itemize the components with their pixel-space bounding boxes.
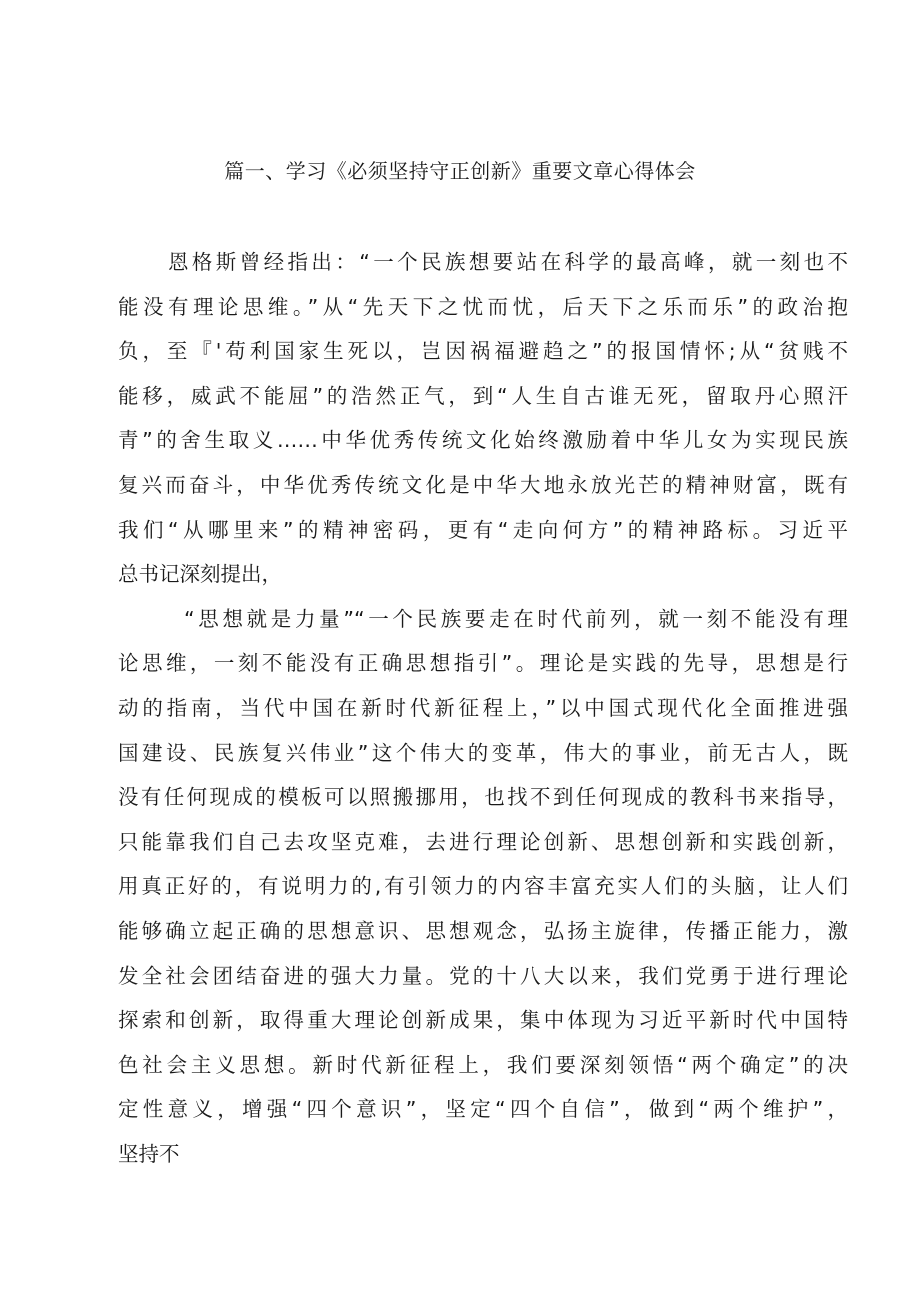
- document-title: 篇一、学习《必须坚持守正创新》重要文章心得体会: [224, 159, 696, 183]
- paragraph-2-line-6: 只能靠我们自己去攻坚克难，去进行理论创新、思想创新和实践创新，: [118, 829, 848, 854]
- paragraph-2-line-11: 色社会主义思想。新时代新征程上，我们要深刻领悟“两个确定”的决: [118, 1052, 848, 1077]
- paragraph-2-line-10: 探索和创新，取得重大理论创新成果，集中体现为习近平新时代中国特: [118, 1008, 848, 1033]
- paragraph-2-line-5: 没有任何现成的模板可以照搬挪用，也找不到任何现成的教科书来指导，: [118, 785, 848, 810]
- paragraph-2-line-4: 国建设、民族复兴伟业”这个伟大的变革，伟大的事业，前无古人，既: [118, 740, 848, 765]
- document-body: [118, 240, 848, 1176]
- paragraph-1-line-2: 能没有理论思维。”从“先天下之忧而忧，后天下之乐而乐”的政治抱: [118, 294, 848, 319]
- paragraph-1-line-5: 青”的舍生取义……中华优秀传统文化始终激励着中华儿女为实现民族: [118, 428, 848, 453]
- paragraph-2-line-13: 坚持不: [118, 1141, 180, 1166]
- paragraph-2-line-9: 发全社会团结奋进的强大力量。党的十八大以来，我们党勇于进行理论: [118, 963, 848, 988]
- paragraph-2-line-7: 用真正好的，有说明力的,有引领力的内容丰富充实人们的头脑，让人们: [118, 874, 848, 899]
- paragraph-2-line-2: 论思维，一刻不能没有正确思想指引”。理论是实践的先导，思想是行: [118, 651, 848, 676]
- paragraph-2-line-3: 动的指南，当代中国在新时代新征程上，”以中国式现代化全面推进强: [118, 695, 848, 720]
- paragraph-2-line-8: 能够确立起正确的思想意识、思想观念，弘扬主旋律，传播正能力，激: [118, 918, 848, 943]
- paragraph-1-line-4: 能移，威武不能屈”的浩然正气，到“人生自古谁无死，留取丹心照汗: [118, 383, 848, 408]
- paragraph-1-line-7: 我们“从哪里来”的精神密码，更有“走向何方”的精神路标。习近平: [118, 517, 848, 542]
- paragraph-1-line-3: 负，至『'苟利国家生死以，岂因祸福避趋之”的报国情怀;从“贫贱不: [118, 339, 848, 364]
- paragraph-1-line-6: 复兴而奋斗，中华优秀传统文化是中华大地永放光芒的精神财富，既有: [118, 472, 848, 497]
- paragraph-1-line-1: 恩格斯曾经指出：“一个民族想要站在科学的最高峰，就一刻也不: [168, 250, 848, 274]
- paragraph-1-line-8: 总书记深刻提出，: [118, 562, 282, 587]
- paragraph-2-line-12: 定性意义，增强“四个意识”，坚定“四个自信”，做到“两个维护”，: [118, 1097, 848, 1122]
- paragraph-2-line-1: “思想就是力量”“一个民族要走在时代前列，就一刻不能没有理: [184, 606, 848, 631]
